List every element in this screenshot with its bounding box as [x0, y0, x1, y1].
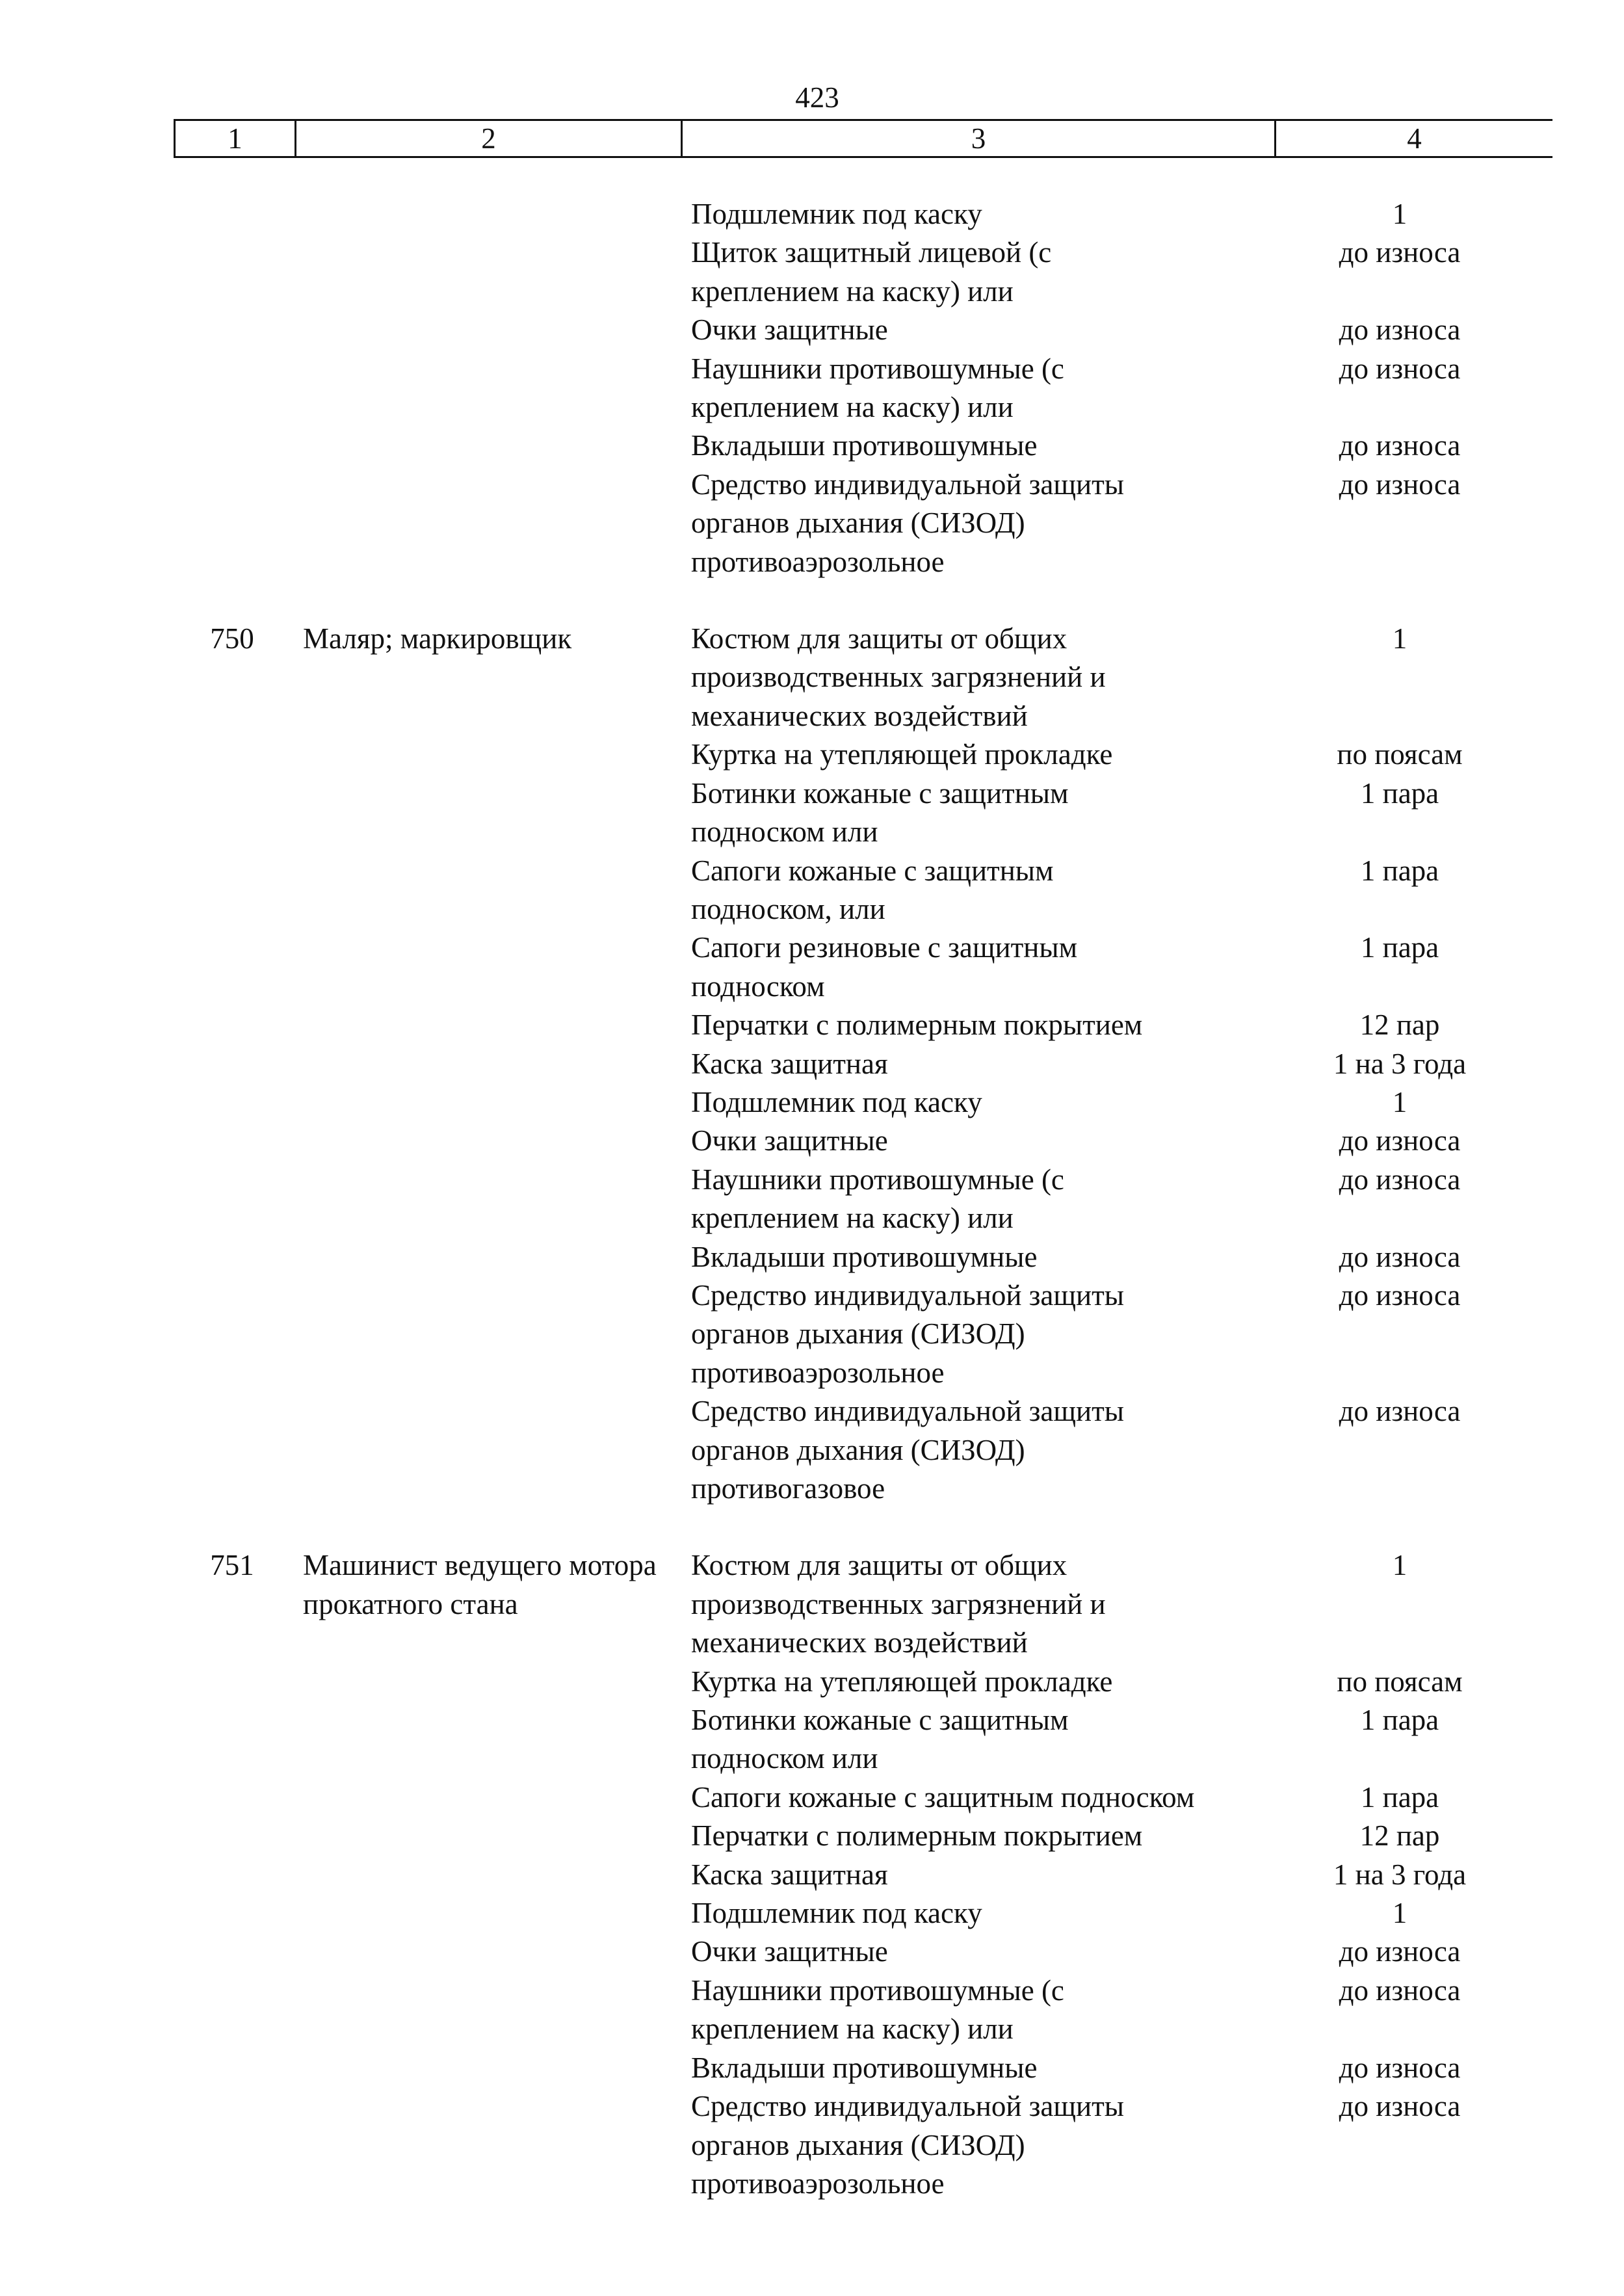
ppe-item-name: [691, 350, 1309, 427]
ppe-item-name-line: Очки защитные: [691, 1935, 888, 1968]
ppe-item-name-line: Каска защитная: [691, 1047, 888, 1080]
ppe-item-name-line: органов дыхания (СИЗОД): [691, 1317, 1025, 1351]
ppe-item-name-line: противоаэрозольное: [691, 545, 945, 578]
ppe-item-name-line: Вкладыши противошумные: [691, 2051, 1038, 2084]
profession-group: [0, 620, 1624, 1508]
ppe-item-name-line: Подшлемник под каску: [691, 198, 982, 230]
ppe-item-quantity: до износа: [1339, 1240, 1461, 1273]
ppe-item-name-line: Средство индивидуальной защиты: [691, 1278, 1125, 1312]
ppe-item-quantity: до износа: [1339, 1395, 1461, 1428]
ppe-item-row: [691, 1546, 1556, 1662]
ppe-item-name: [691, 2049, 1309, 2087]
ppe-item-list: [691, 195, 1556, 581]
ppe-item-row: [691, 1045, 1556, 1083]
ppe-item-quantity: 1: [1392, 1085, 1408, 1118]
ppe-item-row: [691, 774, 1556, 852]
group-spacer: [0, 1508, 1624, 1546]
ppe-item-row: [691, 1933, 1556, 1971]
ppe-item-name-line: Средство индивидуальной защиты: [691, 468, 1125, 501]
ppe-item-row: [691, 1778, 1556, 1817]
ppe-item-name: [691, 1122, 1309, 1160]
ppe-item-quantity: 1 пара: [1360, 1704, 1439, 1737]
ppe-item-quantity: до износа: [1339, 468, 1461, 501]
ppe-item-row: [691, 1856, 1556, 1894]
ppe-item-name: [691, 1663, 1309, 1701]
ppe-item-name-line: Подшлемник под каску: [691, 1897, 982, 1930]
ppe-item-quantity: 1 на 3 года: [1333, 1858, 1467, 1891]
ppe-item-name-line: механических воздействий: [691, 1626, 1028, 1659]
ppe-item-name-line: Очки защитные: [691, 1124, 888, 1157]
ppe-item-quantity: до износа: [1339, 429, 1461, 462]
ppe-item-row: [691, 1392, 1556, 1508]
ppe-item-name-line: Перчатки с полимерным покрытием: [691, 1009, 1143, 1042]
column-header-1: 1: [228, 122, 242, 155]
ppe-item-row: [691, 1161, 1556, 1238]
ppe-item-name-line: Наушники противошумные (с: [691, 1163, 1064, 1196]
ppe-item-quantity: до износа: [1339, 2051, 1461, 2084]
ppe-item-name-line: Ботинки кожаные с защитным: [691, 776, 1069, 810]
ppe-item-name-line: Сапоги кожаные с защитным подноском: [691, 1780, 1195, 1814]
ppe-item-name: [691, 1972, 1309, 2049]
ppe-item-name-line: органов дыхания (СИЗОД): [691, 507, 1025, 540]
profession-name: Маляр; маркировщик: [303, 622, 572, 655]
table-body: [0, 195, 1624, 2203]
ppe-item-name: [691, 620, 1309, 735]
ppe-item-name-line: Сапоги кожаные с защитным: [691, 854, 1054, 887]
ppe-item-name-line: производственных загрязнений и: [691, 1587, 1106, 1620]
ppe-item-name: [691, 1856, 1309, 1894]
ppe-item-quantity: до износа: [1339, 1973, 1461, 2007]
column-header-3: 3: [971, 122, 986, 155]
ppe-item-name-line: противоаэрозольное: [691, 1356, 945, 1389]
ppe-item-name: [691, 1161, 1309, 1238]
page-number: 423: [795, 81, 839, 114]
ppe-item-quantity: 1: [1392, 1897, 1408, 1930]
ppe-item-row: [691, 1006, 1556, 1044]
ppe-item-name-line: креплением на каску) или: [691, 1202, 1014, 1235]
ppe-item-row: [691, 1894, 1556, 1933]
ppe-item-name: [691, 1083, 1309, 1122]
ppe-item-name-line: Костюм для защиты от общих: [691, 622, 1067, 655]
ppe-item-name: [691, 233, 1309, 311]
profession-group: [0, 1546, 1624, 2203]
ppe-item-quantity: до износа: [1339, 2090, 1461, 2123]
ppe-item-name-line: Сапоги резиновые с защитным: [691, 931, 1078, 964]
ppe-item-name: [691, 1894, 1309, 1933]
profession-name: Машинист ведущего мотора прокатного стана: [303, 1549, 657, 1620]
ppe-item-row: [691, 466, 1556, 581]
profession-group: [0, 195, 1624, 581]
ppe-item-name-line: Перчатки с полимерным покрытием: [691, 1819, 1143, 1853]
ppe-item-row: [691, 735, 1556, 774]
ppe-item-name: [691, 735, 1309, 774]
ppe-item-name: [691, 1045, 1309, 1083]
ppe-item-name: [691, 1238, 1309, 1276]
ppe-item-row: [691, 195, 1556, 233]
ppe-item-name-line: Наушники противошумные (с: [691, 352, 1064, 385]
ppe-item-row: [691, 2049, 1556, 2087]
ppe-item-name: [691, 466, 1309, 581]
ppe-item-name: [691, 1276, 1309, 1392]
ppe-item-name: [691, 929, 1309, 1006]
ppe-item-quantity: до износа: [1339, 1278, 1461, 1312]
ppe-item-name-line: подноском: [691, 970, 825, 1003]
ppe-item-name-line: Куртка на утепляющей прокладке: [691, 738, 1113, 771]
ppe-item-quantity: до износа: [1339, 1935, 1461, 1968]
ppe-item-row: [691, 1663, 1556, 1701]
ppe-item-name: [691, 1817, 1309, 1855]
ppe-item-name-line: производственных загрязнений и: [691, 661, 1106, 694]
ppe-item-name-line: креплением на каску) или: [691, 391, 1014, 424]
ppe-item-name: [691, 1701, 1309, 1778]
ppe-item-row: [691, 427, 1556, 465]
ppe-item-name-line: Куртка на утепляющей прокладке: [691, 1665, 1113, 1698]
column-header-2: 2: [481, 122, 496, 155]
ppe-item-name-line: органов дыхания (СИЗОД): [691, 2128, 1025, 2161]
ppe-item-quantity: по поясам: [1337, 1665, 1463, 1698]
ppe-item-name-line: Вкладыши противошумные: [691, 1240, 1038, 1273]
ppe-item-row: [691, 1276, 1556, 1392]
ppe-item-name: [691, 195, 1309, 233]
ppe-item-row: [691, 852, 1556, 929]
ppe-item-quantity: до износа: [1339, 313, 1461, 347]
ppe-item-name: [691, 1546, 1309, 1662]
ppe-item-name: [691, 2087, 1309, 2203]
ppe-item-quantity: до износа: [1339, 1163, 1461, 1196]
ppe-item-quantity: до износа: [1339, 236, 1461, 269]
ppe-item-row: [691, 2087, 1556, 2203]
ppe-item-name-line: Щиток защитный лицевой (с: [691, 236, 1052, 269]
ppe-item-row: [691, 1238, 1556, 1276]
ppe-item-name-line: креплением на каску) или: [691, 2012, 1014, 2046]
ppe-item-name-line: Подшлемник под каску: [691, 1085, 982, 1118]
ppe-item-row: [691, 1122, 1556, 1160]
ppe-item-name-line: Наушники противошумные (с: [691, 1973, 1064, 2007]
ppe-item-row: [691, 1972, 1556, 2049]
ppe-item-name-line: Костюм для защиты от общих: [691, 1549, 1067, 1582]
ppe-item-quantity: 1 пара: [1360, 776, 1439, 810]
ppe-item-name-line: креплением на каску) или: [691, 274, 1014, 308]
ppe-item-row: [691, 311, 1556, 349]
ppe-item-row: [691, 1701, 1556, 1778]
ppe-item-name-line: подноском, или: [691, 892, 885, 925]
ppe-item-name-line: Очки защитные: [691, 313, 888, 347]
ppe-item-name-line: противогазовое: [691, 1472, 885, 1505]
ppe-item-name: [691, 1392, 1309, 1508]
ppe-item-name-line: Каска защитная: [691, 1858, 888, 1891]
ppe-item-name-line: механических воздействий: [691, 699, 1028, 732]
ppe-item-quantity: 1 пара: [1360, 1780, 1439, 1814]
ppe-item-quantity: 1 пара: [1360, 854, 1439, 887]
ppe-item-row: [691, 350, 1556, 427]
ppe-item-name: [691, 1933, 1309, 1971]
ppe-item-name-line: противоаэрозольное: [691, 2167, 945, 2200]
ppe-item-name-line: Средство индивидуальной защиты: [691, 1395, 1125, 1428]
profession-number: 750: [210, 622, 254, 655]
column-header-row: [174, 119, 1552, 158]
ppe-item-name-line: органов дыхания (СИЗОД): [691, 1433, 1025, 1466]
ppe-item-quantity: 12 пар: [1359, 1009, 1440, 1042]
ppe-item-name-line: подноском или: [691, 815, 878, 849]
group-spacer: [0, 581, 1624, 620]
ppe-item-quantity: 1: [1392, 198, 1408, 230]
ppe-item-quantity: по поясам: [1337, 738, 1463, 771]
ppe-item-name-line: Вкладыши противошумные: [691, 429, 1038, 462]
ppe-item-quantity: до износа: [1339, 1124, 1461, 1157]
ppe-item-name: [691, 1778, 1309, 1817]
ppe-item-name: [691, 774, 1309, 852]
ppe-item-quantity: 1 пара: [1360, 931, 1439, 964]
ppe-item-quantity: 1 на 3 года: [1333, 1047, 1467, 1080]
ppe-item-list: [691, 1546, 1556, 2203]
ppe-item-row: [691, 620, 1556, 735]
ppe-item-name: [691, 852, 1309, 929]
ppe-item-name-line: подноском или: [691, 1742, 878, 1775]
ppe-item-quantity: до износа: [1339, 352, 1461, 385]
ppe-item-quantity: 12 пар: [1359, 1819, 1440, 1853]
ppe-item-name-line: Средство индивидуальной защиты: [691, 2090, 1125, 2123]
ppe-item-row: [691, 1817, 1556, 1855]
ppe-item-name: [691, 311, 1309, 349]
ppe-item-quantity: 1: [1392, 622, 1408, 655]
ppe-item-row: [691, 1083, 1556, 1122]
ppe-item-quantity: 1: [1392, 1549, 1408, 1582]
ppe-item-list: [691, 620, 1556, 1508]
ppe-item-name-line: Ботинки кожаные с защитным: [691, 1704, 1069, 1737]
profession-number: 751: [210, 1549, 254, 1582]
column-header-4: 4: [1407, 122, 1422, 155]
ppe-item-row: [691, 929, 1556, 1006]
ppe-item-name: [691, 1006, 1309, 1044]
ppe-item-row: [691, 233, 1556, 311]
ppe-item-name: [691, 427, 1309, 465]
